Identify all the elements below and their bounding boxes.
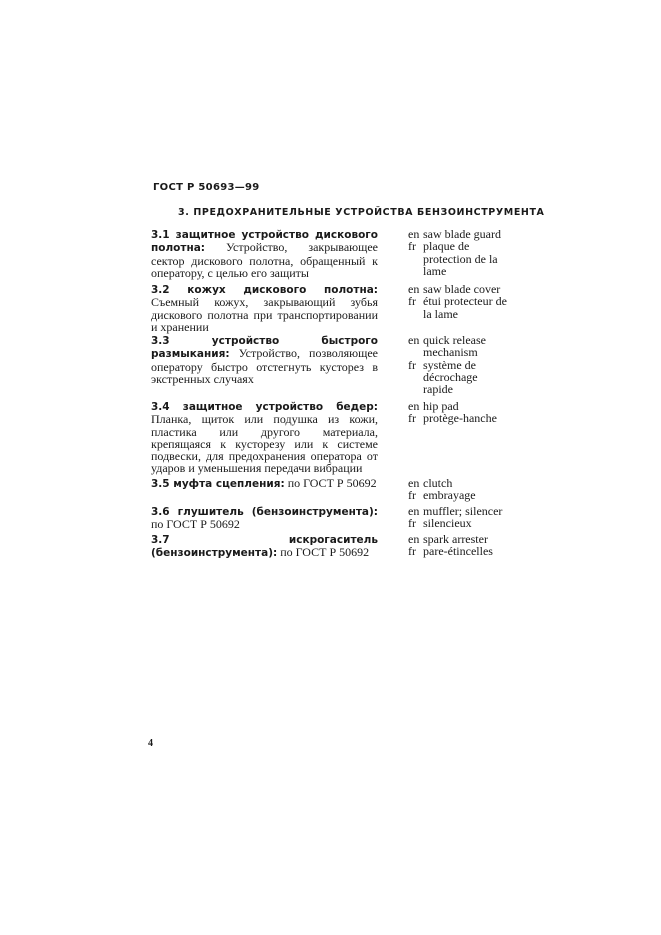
translation-fr: pare-étincelles [423, 544, 493, 559]
lang-label-fr: fr [408, 544, 416, 559]
term-definition [151, 228, 378, 279]
definition-text: по ГОСТ Р 50692 [287, 476, 377, 490]
term-definition [151, 283, 378, 333]
translations [408, 400, 548, 425]
translation-en: saw blade cover [423, 282, 501, 296]
term-definition [151, 400, 378, 475]
translation-en: hip pad [423, 399, 459, 413]
translations [408, 477, 548, 502]
translation-en: saw blade guard [423, 227, 501, 241]
translation-fr: protège-hanche [423, 411, 497, 426]
section-title: 3. ПРЕДОХРАНИТЕЛЬНЫЕ УСТРОЙСТВА БЕНЗОИНСТРУМЕНТА [178, 207, 545, 218]
definition-text: Устройство, закрывающее сектор дискового полотна, обращенный к оператору, с целью его защиты [151, 240, 378, 280]
translation-fr: plaque de protection de la lame [423, 239, 498, 278]
lang-label-en: en [408, 399, 420, 413]
term-name: 3.7 искрогаситель (бензоинструмента): [151, 534, 378, 560]
lang-label-en: en [408, 227, 420, 241]
definition-text: Планка, щиток или подушка из кожи, пластика или другого материала, крепящаяся к кусторезу или к системе подвески, для предохранения оператора от ударов и уменьшения передачи вибрации [151, 412, 378, 476]
term-name: 3.1 защитное устройство дискового полотна: [151, 229, 378, 255]
term-name: 3.3 устройство быстрого размыкания: [151, 335, 378, 361]
lang-label-fr: fr [408, 239, 416, 254]
translation-fr: étui protecteur de la lame [423, 294, 507, 321]
term-name: 3.4 защитное устройство бедер: [151, 401, 378, 413]
lang-label-en: en [408, 476, 420, 490]
definition-text: по ГОСТ Р 50692 [151, 517, 240, 532]
document-code: ГОСТ Р 50693—99 [153, 182, 260, 193]
translation-en: clutch [423, 476, 453, 490]
term-definition [151, 505, 378, 531]
lang-label-en: en [408, 333, 420, 347]
term-definition [151, 477, 378, 490]
translations [408, 228, 548, 277]
definition-text: Устройство, позволяющее оператору быстро отстегнуть кусторез в экстренных случаях [151, 346, 378, 386]
translation-fr: embrayage [423, 488, 476, 503]
translations [408, 334, 548, 395]
lang-label-en: en [408, 532, 420, 546]
lang-label-en: en [408, 504, 420, 518]
term-name: 3.5 муфта сцепления: [151, 478, 285, 490]
translation-fr: silencieux [423, 516, 472, 531]
term-definition [151, 533, 378, 560]
term-name: 3.6 глушитель (бензоинструмента): [151, 506, 378, 518]
lang-label-fr: fr [408, 488, 416, 503]
translations [408, 533, 548, 558]
lang-label-fr: fr [408, 411, 416, 426]
translation-en: quick release mechanism [423, 333, 486, 360]
term-definition [151, 334, 378, 385]
translations [408, 505, 548, 530]
lang-label-en: en [408, 282, 420, 296]
term-name: 3.2 кожух дискового полотна: [151, 284, 378, 296]
translations [408, 283, 548, 320]
page-number: 4 [148, 738, 153, 749]
lang-label-fr: fr [408, 294, 416, 309]
lang-label-fr: fr [408, 516, 416, 531]
lang-label-fr: fr [408, 357, 416, 372]
translation-fr: système de décrochage rapide [423, 357, 478, 397]
definition-text: по ГОСТ Р 50692 [280, 545, 370, 560]
definition-text: Съемный кожух, закрывающий зубья дискового полотна при транспортировании и хранении [151, 295, 378, 334]
translation-en: muffler; silencer [423, 504, 503, 518]
translation-en: spark arrester [423, 532, 488, 546]
